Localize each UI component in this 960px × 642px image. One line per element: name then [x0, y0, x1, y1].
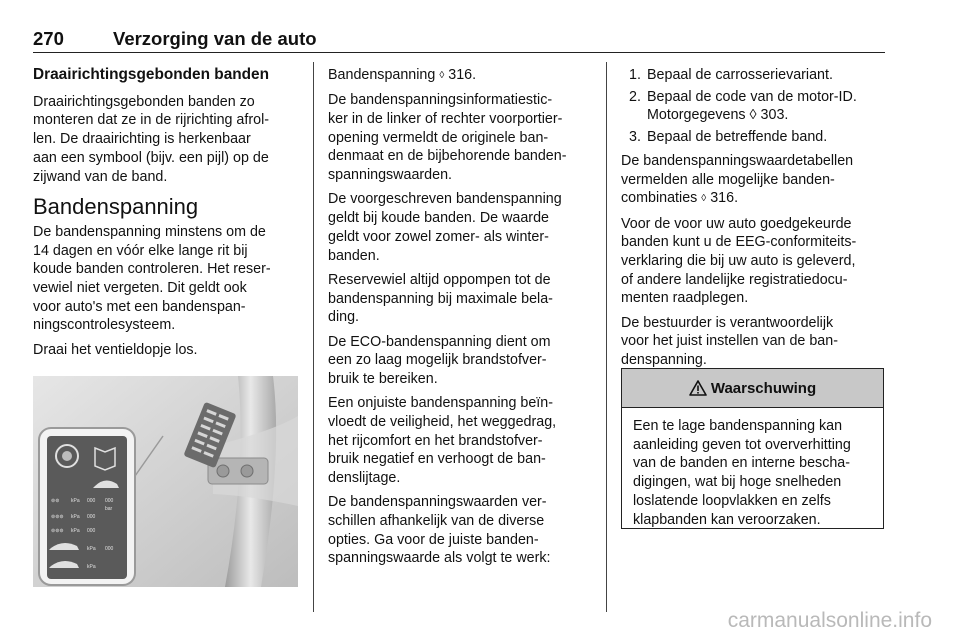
text-line: vewiel niet vergeten. Dit geldt ook [33, 280, 247, 297]
text-line: Een onjuiste bandenspanning beïn- [328, 395, 553, 412]
text-line: De bandenspanningswaarden ver- [328, 494, 547, 511]
text-line: Voor de voor uw auto goedgekeurde [621, 215, 852, 232]
reference-page: 316. [448, 67, 477, 83]
text-line: bruik negatief en verhoogt de ban- [328, 451, 546, 468]
paragraph-driver-responsibility [621, 314, 889, 370]
text-line: ding. [328, 309, 360, 326]
step-number: 3. [629, 129, 641, 146]
text-line: Motorgegevens ◊ 303. [647, 107, 789, 124]
text-line: opening vermeldt de originele ban- [328, 129, 549, 146]
text-line: of andere landelijke registratiedocu- [621, 271, 848, 288]
text-line: digingen, wat bij hoge snelheden [633, 474, 842, 491]
sticker-value: 000 [87, 514, 96, 520]
step-item [621, 66, 889, 85]
paragraph-valve-cap [33, 341, 303, 360]
text-line: De ECO-bandenspanning dient om [328, 333, 551, 350]
step-number: 2. [629, 88, 641, 105]
column-divider [313, 62, 314, 612]
text-line: Bepaal de code van de motor-ID. [647, 88, 857, 105]
door-opening-illustration [33, 376, 298, 587]
column-3 [621, 66, 889, 375]
text-line: een zo laag mogelijk brandstofver- [328, 352, 547, 369]
text-line: spanningswaarde als volgt te werk: [328, 550, 551, 567]
text-line: opties. Ga voor de juiste banden- [328, 531, 539, 548]
warning-body [622, 408, 883, 529]
text-line: Bepaal de carrosserievariant. [647, 67, 833, 83]
reference-text: combinaties [621, 190, 698, 207]
text-line: denmaat en de bijbehorende banden- [328, 148, 567, 165]
text-line: aan een symbool (bijv. een pijl) op de [33, 149, 269, 166]
reference-page: 316. [710, 190, 739, 207]
svg-text:⊚⊚⊚: ⊚⊚⊚ [51, 528, 64, 534]
paragraph-eco-pressure [328, 333, 600, 389]
watermark: carmanualsonline.info [727, 609, 932, 632]
svg-text:⊚⊚: ⊚⊚ [51, 498, 60, 504]
sticker-kpa-label: kPa [87, 564, 96, 570]
subheading-directional-tyres: Draairichtingsgebonden banden [33, 66, 270, 83]
text-line: Reservewiel altijd oppompen tot de [328, 271, 551, 288]
text-line: monteren dat ze in de rijrichting afrol- [33, 112, 270, 129]
text-line: De voorgeschreven bandenspanning [328, 191, 562, 208]
steps-list [621, 66, 889, 147]
text-line: spanningswaarden. [328, 167, 452, 184]
text-line: denspanning. [621, 352, 707, 369]
sticker-value: 000 [87, 498, 96, 504]
sticker-bar-label: bar [105, 506, 113, 512]
page-reference-icon: ◊ [701, 193, 707, 205]
sticker-kpa-label: kPa [71, 498, 80, 504]
sticker-value: 000 [87, 528, 96, 534]
warning-triangle-icon [689, 380, 707, 396]
paragraph-reference-pressure [328, 66, 600, 86]
text-line: geldt bij koude banden. De waarde [328, 210, 549, 227]
text-line: bruik te bereiken. [328, 370, 438, 387]
sticker-kpa-label: kPa [71, 514, 80, 520]
step-item [621, 128, 889, 147]
column-divider [606, 62, 607, 612]
text-line: bandenspanning bij maximale bela- [328, 290, 553, 307]
text-line: denslijtage. [328, 470, 401, 487]
tyre-pressure-label-figure [33, 376, 298, 587]
text-line: vloedt de veiligheid, het weggedrag, [328, 413, 557, 430]
text-line: voor het juist instellen van de ban- [621, 333, 838, 350]
text-line: verklaring die bij uw auto is geleverd, [621, 252, 856, 269]
warning-box [621, 368, 884, 529]
text-line: het rijcomfort en het brandstofver- [328, 432, 543, 449]
sticker-value: 000 [105, 546, 114, 552]
text-line: vermelden alle mogelijke banden- [621, 171, 835, 188]
column-1 [33, 66, 303, 365]
text-line: De bestuurder is verantwoordelijk [621, 314, 834, 331]
text-line: De bandenspanning minstens om de [33, 223, 266, 240]
text-line: koude banden controleren. Het reser- [33, 261, 271, 278]
page-number: 270 [33, 28, 64, 49]
sticker-kpa-label: kPa [87, 546, 96, 552]
svg-text:⊚⊚⊚: ⊚⊚⊚ [51, 514, 64, 520]
page-reference-icon: ◊ [439, 70, 445, 81]
text-line: ningscontrolesysteem. [33, 317, 176, 334]
text-line: van de banden en interne bescha- [633, 455, 851, 472]
text-line: Draai het ventieldopje los. [33, 341, 198, 358]
page-header [33, 26, 885, 53]
chapter-title: Verzorging van de auto [113, 28, 317, 49]
paragraph-eec-conformity [621, 215, 889, 309]
paragraph-incorrect-pressure [328, 394, 600, 488]
text-line: zijwand van de band. [33, 168, 168, 185]
text-line: schillen afhankelijk van de diverse [328, 513, 545, 530]
text-line: 14 dagen en vóór elke lange rit bij [33, 242, 248, 259]
paragraph-cold-tyres [328, 190, 600, 265]
text-line: ker in de linker of rechter voorportier- [328, 111, 563, 127]
text-line: Draairichtingsgebonden banden zo [33, 93, 255, 110]
paragraph-pressure-options [328, 493, 600, 568]
warning-header [622, 369, 883, 408]
text-line [328, 66, 600, 86]
text-line [621, 189, 889, 209]
column-2 [328, 66, 600, 574]
text-line: aanleiding geven tot oververhitting [633, 436, 851, 453]
paragraph-directional-tyres [33, 93, 303, 187]
step-number: 1. [629, 67, 641, 83]
text-line: voor auto's met een bandenspan- [33, 298, 246, 315]
text-line: De bandenspanningswaardetabellen [621, 152, 854, 169]
paragraph-spare-wheel [328, 271, 600, 327]
warning-title: Waarschuwing [710, 379, 817, 397]
text-line: De bandenspanningsinformatiestic- [328, 92, 553, 109]
reference-text: Bandenspanning [328, 67, 436, 83]
text-line: geldt voor zowel zomer- als winter- [328, 228, 549, 245]
paragraph-sticker-info [328, 91, 600, 185]
step-item [621, 88, 889, 125]
text-line: klapbanden kan veroorzaken. [633, 511, 821, 528]
text-line: len. De draairichting is herkenbaar [33, 131, 251, 148]
paragraph-pressure-tables [621, 152, 889, 209]
paragraph-check-pressure [33, 223, 303, 335]
text-line: banden. [328, 247, 380, 264]
sticker-kpa-label: kPa [71, 528, 80, 534]
text-line: Bepaal de betreffende band. [647, 129, 828, 146]
text-line: loslatende loopvlakken en zelfs [633, 492, 831, 509]
section-title-tyre-pressure: Bandenspanning [33, 194, 199, 220]
text-line: menten raadplegen. [621, 290, 749, 307]
text-line: Een te lage bandenspanning kan [633, 418, 843, 434]
text-line: banden kunt u de EEG-conformiteits- [621, 234, 857, 251]
sticker-value: 000 [105, 498, 114, 504]
